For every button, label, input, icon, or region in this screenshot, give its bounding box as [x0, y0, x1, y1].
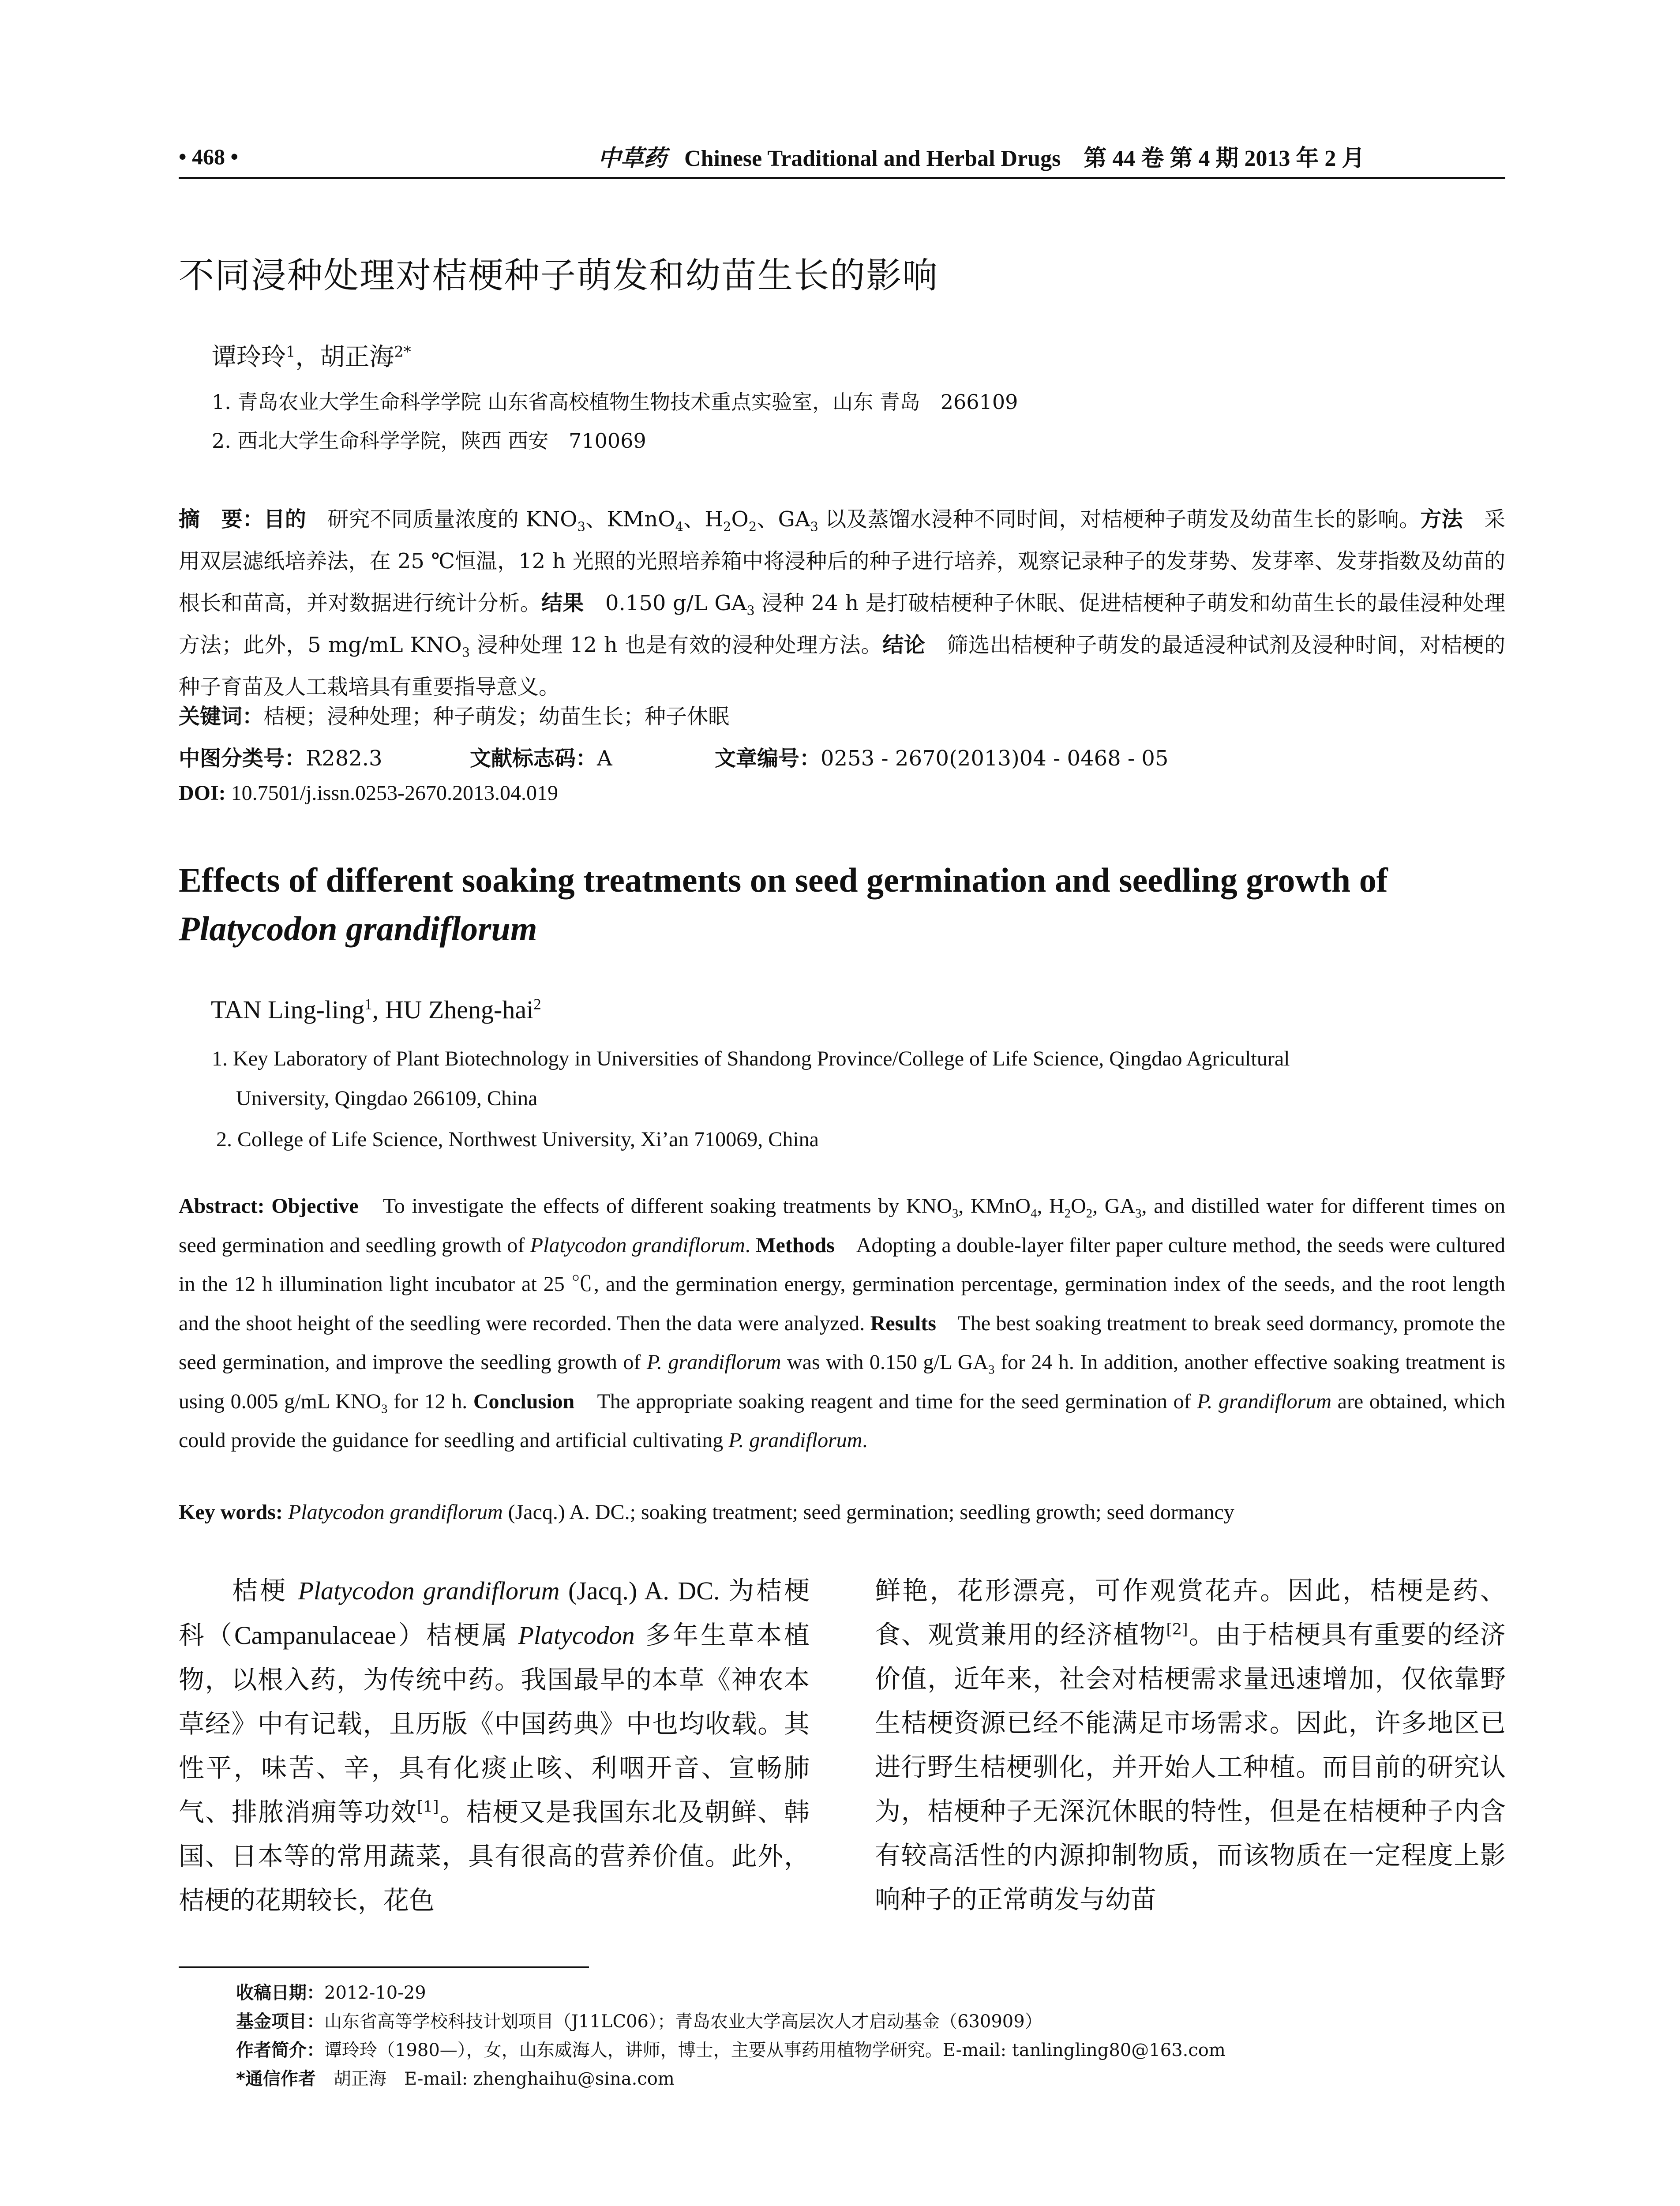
clc-code [179, 741, 382, 772]
abs-text: O [731, 507, 749, 532]
body-text: 鲜艳，花形漂亮，可作观赏花卉。因此，桔梗是药、食、观赏兼用的经济植物 [875, 1576, 1506, 1650]
abstract-cn [179, 499, 1505, 708]
body-column-left [179, 1568, 810, 1922]
affiliation-en-1-line1: 1. Key Laboratory of Plant Biotechnology in Universities of Shandong Province/College of Life Science, Qingdao Agricultural [212, 1047, 1290, 1070]
abs-en-text: for 24 h. In addition, another effective soaking treatment is using 0.005 g/mL KNO [179, 1351, 1506, 1413]
running-header [179, 139, 1505, 179]
sub: 2 [723, 519, 731, 534]
abs-en-text: . [745, 1233, 756, 1257]
body-column-right [875, 1568, 1506, 1921]
keywords-en [179, 1500, 1234, 1524]
sub: 4 [675, 519, 683, 534]
abs-text: 、H [683, 507, 724, 532]
doi-value[interactable]: 10.7501/j.issn.0253-2670.2013.04.019 [225, 781, 559, 805]
abs-text: 浸种 24 h 是打破桔梗种子休眠、促进桔梗种子萌发和幼苗生长的最佳浸种处理方法；此外，5 mg/mL KNO [179, 591, 1505, 657]
fn-text: 2012-10-29 [324, 1983, 426, 2003]
title-en [179, 856, 1524, 953]
abs-en-text: Adopting a double-layer filter paper culture method, the seeds were cultured in the 12 h illumination light incubator at 25 ℃, and the germination energy, germination percentage, germination index of the seeds, and the root length and the shoot height of the seedling were recorded. Then the data were analyzed. [179, 1233, 1506, 1335]
species-name: Platycodon grandiflorum [530, 1233, 745, 1257]
footnote-received [236, 1979, 426, 2004]
species-name: Platycodon grandiflorum [298, 1576, 560, 1605]
abstract-en-label: Abstract: Objective [179, 1194, 359, 1218]
doc-label: 文献标志码： [470, 746, 597, 771]
objective-label: 目的 [263, 507, 307, 532]
footnote-fund [236, 2007, 1042, 2033]
abs-text: 浸种处理 12 h 也是有效的浸种处理方法。 [470, 633, 883, 657]
abs-en-text: The best soaking treatment to break seed dormancy, promote the seed germination, and improve the seedling growth of [179, 1311, 1505, 1374]
fn-label: 作者简介： [236, 2040, 324, 2060]
methods-en-label: Methods [756, 1233, 835, 1257]
species-name: P. grandiflorum [1197, 1389, 1332, 1413]
sub: 2 [1064, 1206, 1071, 1221]
author-1-cn: 谭玲玲 [212, 343, 286, 371]
journal-name-en: Chinese Traditional and Herbal Drugs [684, 146, 1061, 171]
art-value: 0253 - 2670(2013)04 - 0468 - 05 [821, 746, 1169, 771]
abs-text: 研究不同质量浓度的 KNO [306, 507, 578, 532]
sub: 3 [461, 645, 470, 660]
keywords-en-label: Key words: [179, 1501, 283, 1524]
sub: 3 [988, 1362, 995, 1377]
abs-en-text: are obtained, which could provide the guidance for seedling and artificial cultivating [179, 1389, 1506, 1452]
abs-text: 以及蒸馏水浸种不同时间，对桔梗种子萌发及幼苗生长的影响。 [818, 507, 1421, 532]
abstract-label: 摘 要： [179, 507, 264, 532]
abs-text: 、KMnO [585, 507, 675, 532]
keywords-en-text: (Jacq.) A. DC.; soaking treatment; seed germination; seedling growth; seed dormancy [502, 1501, 1234, 1524]
keywords-text: 桔梗；浸种处理；种子萌发；幼苗生长；种子休眠 [263, 704, 730, 729]
abs-en-text: O [1071, 1194, 1086, 1218]
body-text: (Jacq.) A. DC. 为桔梗科（Campanulaceae）桔梗属 [179, 1576, 810, 1650]
conclusion-label: 结论 [882, 633, 926, 657]
sub: 2 [1086, 1206, 1093, 1221]
footnote-corresponding [236, 2065, 675, 2090]
sub: 4 [1030, 1206, 1037, 1221]
doi[interactable] [179, 781, 558, 805]
clc-value: R282.3 [306, 746, 382, 771]
footnote-rule [179, 1966, 589, 1968]
sub: 3 [381, 1402, 388, 1416]
title-cn: 不同浸种处理对桔梗种子萌发和幼苗生长的影响 [179, 255, 938, 296]
species-name: P. grandiflorum [646, 1351, 781, 1374]
keywords-cn [179, 699, 729, 730]
sub: 3 [1135, 1206, 1142, 1221]
sub: 3 [746, 603, 755, 618]
abs-en-text: , KMnO [958, 1194, 1031, 1218]
results-label: 结果 [541, 591, 584, 615]
author-separator: ， [295, 343, 320, 371]
author-2-en: HU Zheng-hai [385, 995, 534, 1024]
author-2-sup: 2* [394, 343, 411, 360]
abs-en-text: , GA [1092, 1194, 1136, 1218]
authors-en [211, 995, 541, 1024]
keywords-label: 关键词： [179, 704, 264, 729]
affiliation-cn-2: 2. 西北大学生命科学学院，陕西 西安 710069 [212, 429, 646, 453]
doi-label: DOI: [179, 781, 226, 805]
conclusion-en-label: Conclusion [473, 1389, 575, 1413]
author-2-cn: 胡正海 [320, 343, 394, 371]
author-1-en: TAN Ling-ling [211, 995, 365, 1024]
body-text: 桔梗 [230, 1576, 298, 1606]
affiliation-cn-1: 1. 青岛农业大学生命科学学院 山东省高校植物生物技术重点实验室，山东 青岛 266109 [212, 390, 1018, 414]
sub: 2 [748, 519, 757, 534]
body-text: 。桔梗又是我国东北及朝鲜、韩国、日本等的常用蔬菜，具有很高的营养价值。此外，桔梗的花期较长，花色 [179, 1797, 810, 1915]
fn-text: 山东省高等学校科技计划项目（J11LC06）；青岛农业大学高层次人才启动基金（630909） [324, 2011, 1042, 2032]
genus-name: Platycodon [518, 1621, 635, 1650]
journal-issue: 第 44 卷 第 4 期 2013 年 2 月 [1084, 146, 1365, 171]
title-en-main: Effects of different soaking treatments on seed germination and seedling growth of [179, 861, 1388, 899]
affiliation-en-2: 2. College of Life Science, Northwest University, Xi’an 710069, China [216, 1128, 819, 1151]
species-name: Platycodon grandiflorum [282, 1501, 503, 1524]
body-text: 。由于桔梗具有重要的经济价值，近年来，社会对桔梗需求量迅速增加，仅依靠野生桔梗资源已经不能满足市场需求。因此，许多地区已进行野生桔梗驯化，并开始人工种植。而目前的研究认为，桔梗种子无深沉休眠的特性，但是在桔梗种子内含有较高活性的内源抑制物质，而该物质在一定程度上影响种子的正常萌发与幼苗 [875, 1620, 1506, 1914]
authors-cn [212, 338, 411, 373]
species-name: P. grandiflorum [728, 1429, 862, 1452]
abs-en-text: The appropriate soaking reagent and time for the seed germination of [574, 1389, 1197, 1413]
title-en-species: Platycodon grandiflorum [179, 909, 537, 948]
citation-ref-2[interactable]: [2] [1166, 1621, 1188, 1639]
journal-name-cn: 中草药 [598, 145, 667, 172]
fn-text: 谭玲玲（1980—），女，山东威海人，讲师，博士，主要从事药用植物学研究。E-mail: tanlingling80@163.com [324, 2040, 1226, 2060]
fn-text: 胡正海 E-mail: zhenghaihu@sina.com [315, 2069, 675, 2089]
fn-label: 收稿日期： [236, 1983, 324, 2003]
abs-text: 采用双层滤纸培养法，在 25 ℃恒温，12 h 光照的光照培养箱中将浸种后的种子进行培养，观察记录种子的发芽势、发芽率、发芽指数及幼苗的根长和苗高，并对数据进行统计分析。 [179, 507, 1505, 615]
affiliation-en-1-line2: University, Qingdao 266109, China [236, 1087, 538, 1110]
abs-en-text: , and distilled water for different times on seed germination and seedling growth of [179, 1194, 1506, 1257]
body-text: 多年生草本植物，以根入药，为传统中药。我国最早的本草《神农本草经》中有记载，且历版《中国药典》中也均收载。其性平，味苦、辛，具有化痰止咳、利咽开音、宣畅肺气、排脓消痈等功效 [179, 1620, 810, 1827]
results-en-label: Results [870, 1311, 936, 1335]
journal-info [598, 139, 1365, 173]
doc-code [470, 741, 612, 772]
methods-label: 方法 [1420, 507, 1463, 532]
page-number: • 468 • [179, 144, 239, 169]
abs-en-text: To investigate the effects of different soaking treatments by KNO [358, 1194, 952, 1218]
sub: 3 [952, 1206, 959, 1221]
abstract-en [179, 1187, 1505, 1460]
doc-value: A [597, 746, 612, 771]
header-rule [179, 177, 1505, 179]
author-1-en-sup: 1 [364, 995, 372, 1013]
author-separator-en: , [372, 995, 385, 1024]
abs-text: 0.150 g/L GA [584, 591, 747, 615]
affiliation-en-1 [212, 1039, 1504, 1118]
abs-en-text: for 12 h. [387, 1389, 473, 1413]
article-number [715, 741, 1168, 772]
footnote-author [236, 2036, 1226, 2061]
fn-label: *通信作者 [236, 2069, 316, 2089]
art-label: 文章编号： [715, 746, 821, 771]
abs-en-text: . [862, 1429, 868, 1452]
abs-en-text: was with 0.150 g/L GA [781, 1351, 989, 1374]
fn-label: 基金项目： [236, 2011, 324, 2032]
sub: 3 [810, 519, 818, 534]
clc-label: 中图分类号： [179, 746, 306, 771]
abs-text: 、GA [757, 507, 810, 532]
abs-text: 筛选出桔梗种子萌发的最适浸种试剂及浸种时间，对桔梗的种子育苗及人工栽培具有重要指导意义。 [179, 633, 1505, 699]
abs-en-text: , H [1037, 1194, 1065, 1218]
sub: 3 [577, 519, 585, 534]
author-2-en-sup: 2 [533, 995, 541, 1013]
citation-ref-1[interactable]: [1] [417, 1798, 439, 1816]
author-1-sup: 1 [286, 343, 296, 360]
